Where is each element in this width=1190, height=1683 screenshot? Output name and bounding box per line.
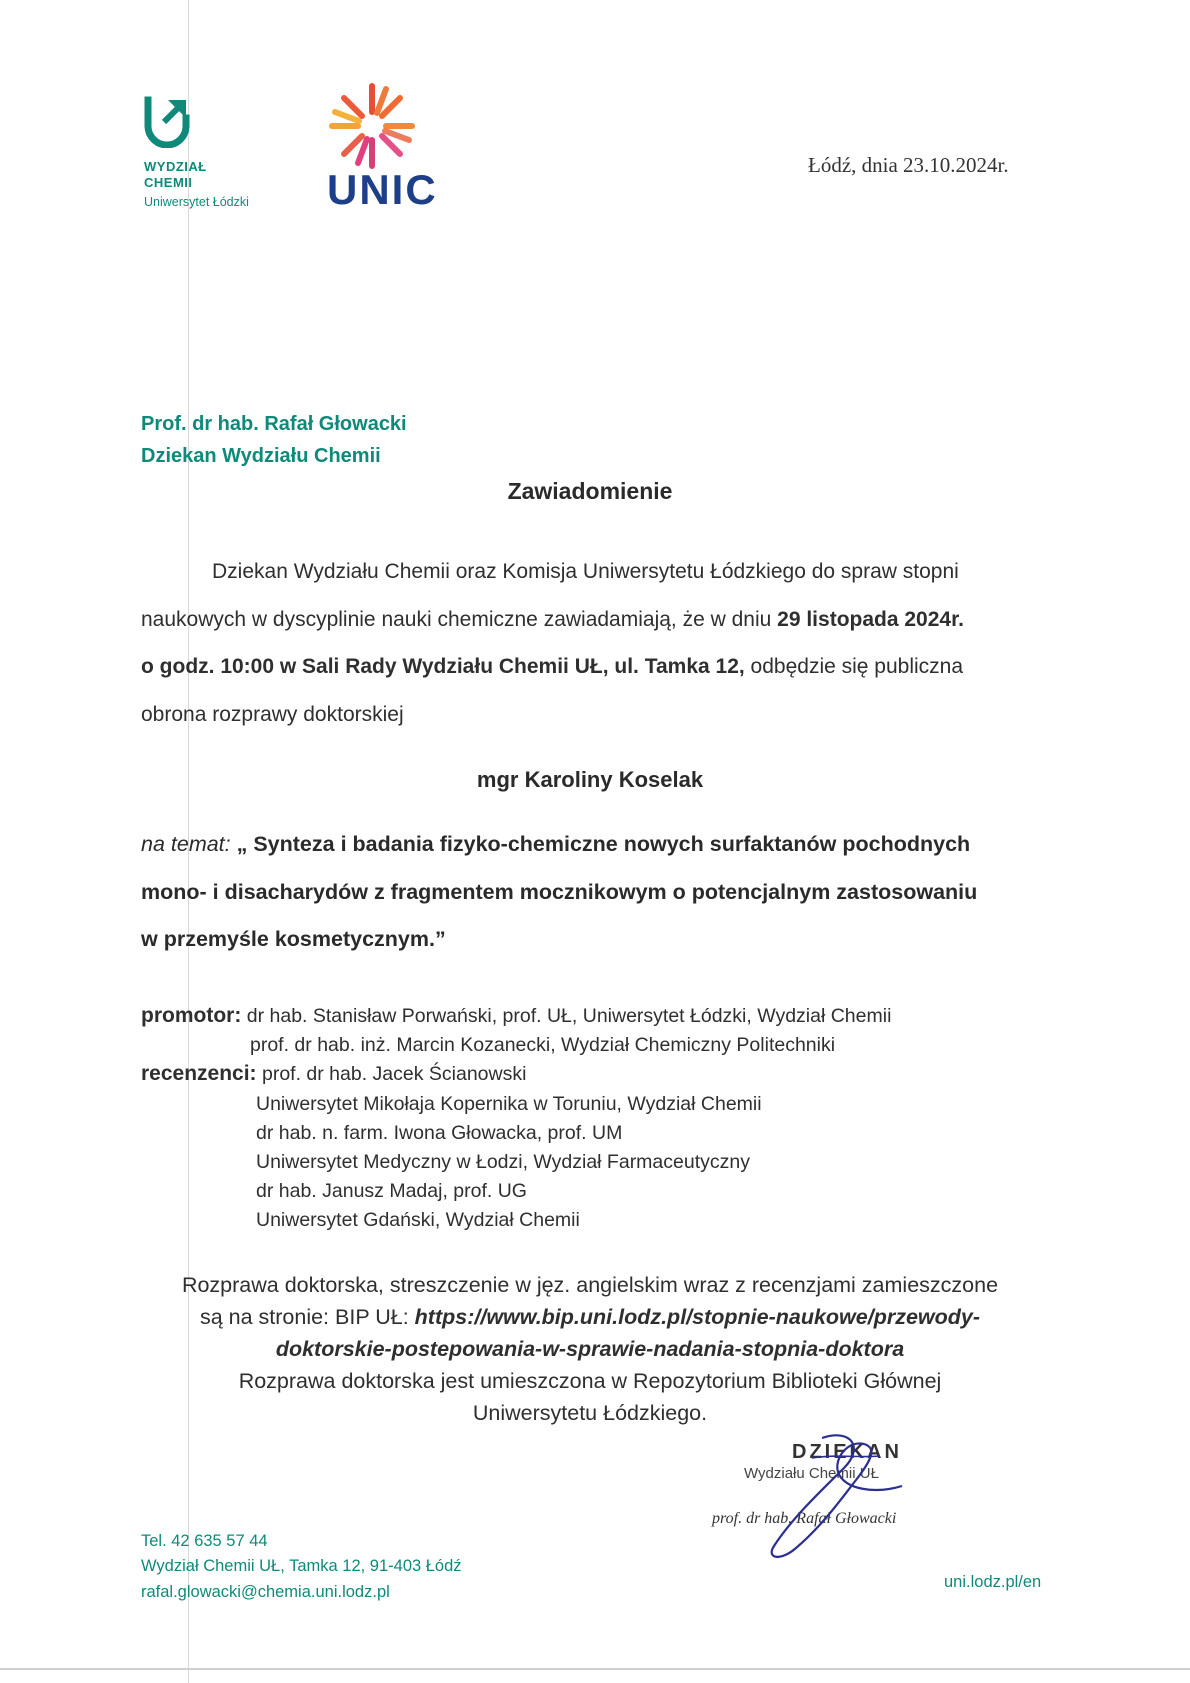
info-line-5: Uniwersytetu Łódzkiego. bbox=[472, 1401, 708, 1425]
faculty-university: Uniwersytet Łódzki bbox=[144, 195, 249, 209]
info-line-2-text: są na stronie: BIP UŁ: bbox=[199, 1305, 415, 1329]
promotor-name-1: dr hab. Stanisław Porwański, prof. UŁ, Uniwersytet Łódzki, Wydział Chemii bbox=[246, 1005, 892, 1027]
topic-label: na temat: bbox=[141, 832, 231, 856]
stamp-title: DZIEKAN bbox=[792, 1441, 902, 1463]
faculty-logo-icon bbox=[144, 96, 190, 148]
reviewer-3-name: dr hab. Janusz Madaj, prof. UG bbox=[256, 1180, 527, 1202]
faculty-line1: WYDZIAŁ bbox=[144, 159, 207, 174]
candidate-name: mgr Karoliny Koselak bbox=[476, 767, 704, 792]
topic-text-3: w przemyśle kosmetycznym.” bbox=[141, 927, 446, 951]
promotor-name-2: prof. dr hab. inż. Marcin Kozanecki, Wydział Chemiczny Politechniki bbox=[250, 1034, 836, 1056]
defense-date: 29 listopada 2024r. bbox=[777, 608, 964, 631]
contact-address: Wydział Chemii UŁ, Tamka 12, 91-403 Łódź bbox=[141, 1557, 462, 1575]
info-line-4: Rozprawa doktorska jest umieszczona w Repozytorium Biblioteki Głównej bbox=[238, 1369, 942, 1393]
reviewer-1-affiliation: Uniwersytet Mikołaja Kopernika w Toruniu, Wydział Chemii bbox=[256, 1093, 762, 1115]
topic-line-2 bbox=[141, 880, 977, 905]
unic-star-icon bbox=[326, 80, 418, 172]
document-title: Zawiadomienie bbox=[507, 478, 673, 504]
bip-link-part-2[interactable]: doktorskie-postepowania-w-sprawie-nadania-stopnia-doktora bbox=[275, 1337, 905, 1361]
contact-phone: Tel. 42 635 57 44 bbox=[141, 1532, 268, 1550]
defense-time-place: o godz. 10:00 w Sali Rady Wydziału Chemii UŁ, ul. Tamka 12, bbox=[141, 655, 745, 678]
body-line-3 bbox=[141, 655, 1041, 679]
info-line-1: Rozprawa doktorska, streszczenie w jęz. angielskim wraz z recenzjami zamieszczone bbox=[181, 1273, 999, 1297]
reviewers-line-1 bbox=[141, 1062, 526, 1086]
contact-email[interactable]: rafal.glowacki@chemia.uni.lodz.pl bbox=[141, 1583, 390, 1601]
sender-position: Dziekan Wydziału Chemii bbox=[141, 445, 381, 467]
body-line-2 bbox=[141, 608, 1041, 632]
bip-link-part-1[interactable]: https://www.bip.uni.lodz.pl/stopnie-naukowe/przewody- bbox=[414, 1305, 981, 1329]
body-line-3-text: odbędzie się publiczna bbox=[744, 655, 964, 678]
topic-line-3 bbox=[141, 927, 446, 952]
body-line-1-text: Dziekan Wydziału Chemii oraz Komisja Uniwersytetu Łódzkiego do spraw stopni bbox=[212, 560, 959, 583]
reviewer-3-affiliation: Uniwersytet Gdański, Wydział Chemii bbox=[256, 1209, 580, 1231]
topic-text-2: mono- i disacharydów z fragmentem mocznikowym o potencjalnym zastosowaniu bbox=[141, 880, 978, 904]
reviewer-2-affiliation: Uniwersytet Medyczny w Łodzi, Wydział Farmaceutyczny bbox=[256, 1151, 750, 1173]
body-line-4-text: obrona rozprawy doktorskiej bbox=[141, 703, 404, 726]
reviewer-1-name: prof. dr hab. Jacek Ścianowski bbox=[261, 1063, 527, 1085]
topic-line-1 bbox=[141, 832, 970, 857]
body-line-4 bbox=[141, 703, 1041, 727]
scan-bottom-edge bbox=[0, 1668, 1190, 1670]
info-line-2 bbox=[0, 1305, 1180, 1330]
reviewer-2-name: dr hab. n. farm. Iwona Głowacka, prof. UM bbox=[256, 1122, 623, 1144]
document-date: Łódź, dnia 23.10.2024r. bbox=[808, 153, 1009, 177]
handwritten-signature bbox=[752, 1428, 912, 1568]
unic-wordmark: UNIC bbox=[327, 166, 438, 213]
sender-name: Prof. dr hab. Rafał Głowacki bbox=[141, 413, 407, 435]
promotor-label: promotor: bbox=[141, 1004, 242, 1027]
stamp-subtitle: Wydziału Chemii UŁ bbox=[744, 1465, 879, 1482]
promotor-line-1 bbox=[141, 1004, 891, 1028]
website-link[interactable]: uni.lodz.pl/en bbox=[944, 1573, 1042, 1591]
faculty-name bbox=[144, 159, 207, 191]
topic-text-1: „ Synteza i badania fizyko-chemiczne nowych surfaktanów pochodnych bbox=[230, 832, 971, 856]
reviewers-label: recenzenci: bbox=[141, 1062, 257, 1085]
body-line-2-text: naukowych w dyscyplinie nauki chemiczne zawiadamiają, że w dniu bbox=[141, 608, 778, 631]
body-line-1 bbox=[212, 560, 1040, 584]
stamp-name: prof. dr hab. Rafał Głowacki bbox=[712, 1510, 897, 1527]
faculty-line2: CHEMII bbox=[144, 175, 193, 190]
